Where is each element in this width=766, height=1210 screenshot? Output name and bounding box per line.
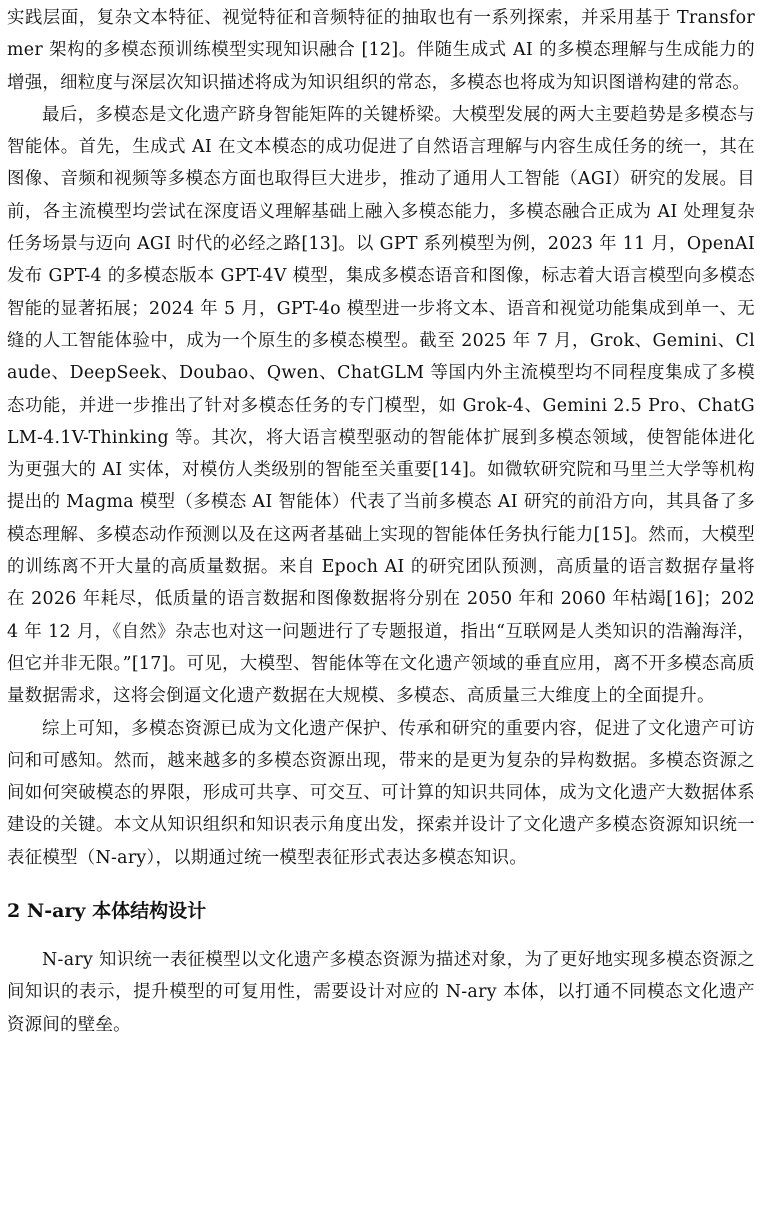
paragraph-knowledge-fusion: 实践层面，复杂文本特征、视觉特征和音频特征的抽取也有一系列探索，并采用基于 Transformer 架构的多模态预训练模型实现知识融合 [12]。伴随生成式 AI 的多模态理解与生成能力的增强，细粒度与深层次知识描述将成为知识组织的常态，多模态也将成为知识图谱构建的常态。 xyxy=(7,8,755,93)
paragraph-multimodal-bridge: 最后，多模态是文化遗产跻身智能矩阵的关键桥梁。大模型发展的两大主要趋势是多模态与智能体。首先，生成式 AI 在文本模态的成功促进了自然语言理解与内容生成任务的统一，其在图像、音频和视频等多模态方面也取得巨大进步，推动了通用人工智能（AGI）研究的发展。目前，各主流模型均尝试在深度语义理解基础上融入多模态能力，多模态融合正成为 AI 处理复杂任务场景与迈向 AGI 时代的必经之路[13]。以 GPT 系列模型为例，2023 年 11 月，OpenAI 发布 GPT-4 的多模态版本 GPT-4V 模型，集成多模态语音和图像，标志着大语言模型向多模态智能的显著拓展；2024 年 5 月，GPT-4o 模型进一步将文本、语音和视觉功能集成到单一、无缝的人工智能体验中，成为一个原生的多模态模型。截至 2025 年 7 月，Grok、Gemini、Claude、DeepSeek、Doubao、Qwen、ChatGLM 等国内外主流模型均不同程度集成了多模态功能，并进一步推出了针对多模态任务的专门模型，如 Grok-4、Gemini 2.5 Pro、ChatGLM-4.1V-Thinking 等。其次，将大语言模型驱动的智能体扩展到多模态领域，使智能体进化为更强大的 AI 实体，对模仿人类级别的智能至关重要[14]。如微软研究院和马里兰大学等机构提出的 Magma 模型（多模态 AI 智能体）代表了当前多模态 AI 研究的前沿方向，其具备了多模态理解、多模态动作预测以及在这两者基础上实现的智能体任务执行能力[15]。然而，大模型的训练离不开大量的高质量数据。来自 Epoch AI 的研究团队预测，高质量的语言数据存量将在 2026 年耗尽，低质量的语言数据和图像数据将分别在 2050 年和 2060 年枯竭[16]；2024 年 12 月，《自然》杂志也对这一问题进行了专题报道，指出“互联网是人类知识的浩瀚海洋，但它并非无限。”[17]。可见，大模型、智能体等在文化遗产领域的垂直应用，离不开多模态高质量数据需求，这将会倒逼文化遗产数据在大规模、多模态、高质量三大维度上的全面提升。 xyxy=(7,104,755,707)
paragraph-summary: 综上可知，多模态资源已成为文化遗产保护、传承和研究的重要内容，促进了文化遗产可访问和可感知。然而，越来越多的多模态资源出现，带来的是更为复杂的异构数据。多模态资源之间如何突破模态的界限，形成可共享、可交互、可计算的知识共同体，成为文化遗产大数据体系建设的关键。本文从知识组织和知识表示角度出发，探索并设计了文化遗产多模态资源知识统一表征模型（N-ary），以期通过统一模型表征形式表达多模态知识。 xyxy=(7,718,755,868)
section-heading: 2 N-ary 本体结构设计 xyxy=(7,900,207,923)
paper-page xyxy=(0,2,766,1210)
paragraph-nary-intro: N-ary 知识统一表征模型以文化遗产多模态资源为描述对象，为了更好地实现多模态资源之间知识的表示，提升模型的可复用性，需要设计对应的 N-ary 本体，以打通不同模态文化遗产资源间的壁垒。 xyxy=(7,950,755,1035)
